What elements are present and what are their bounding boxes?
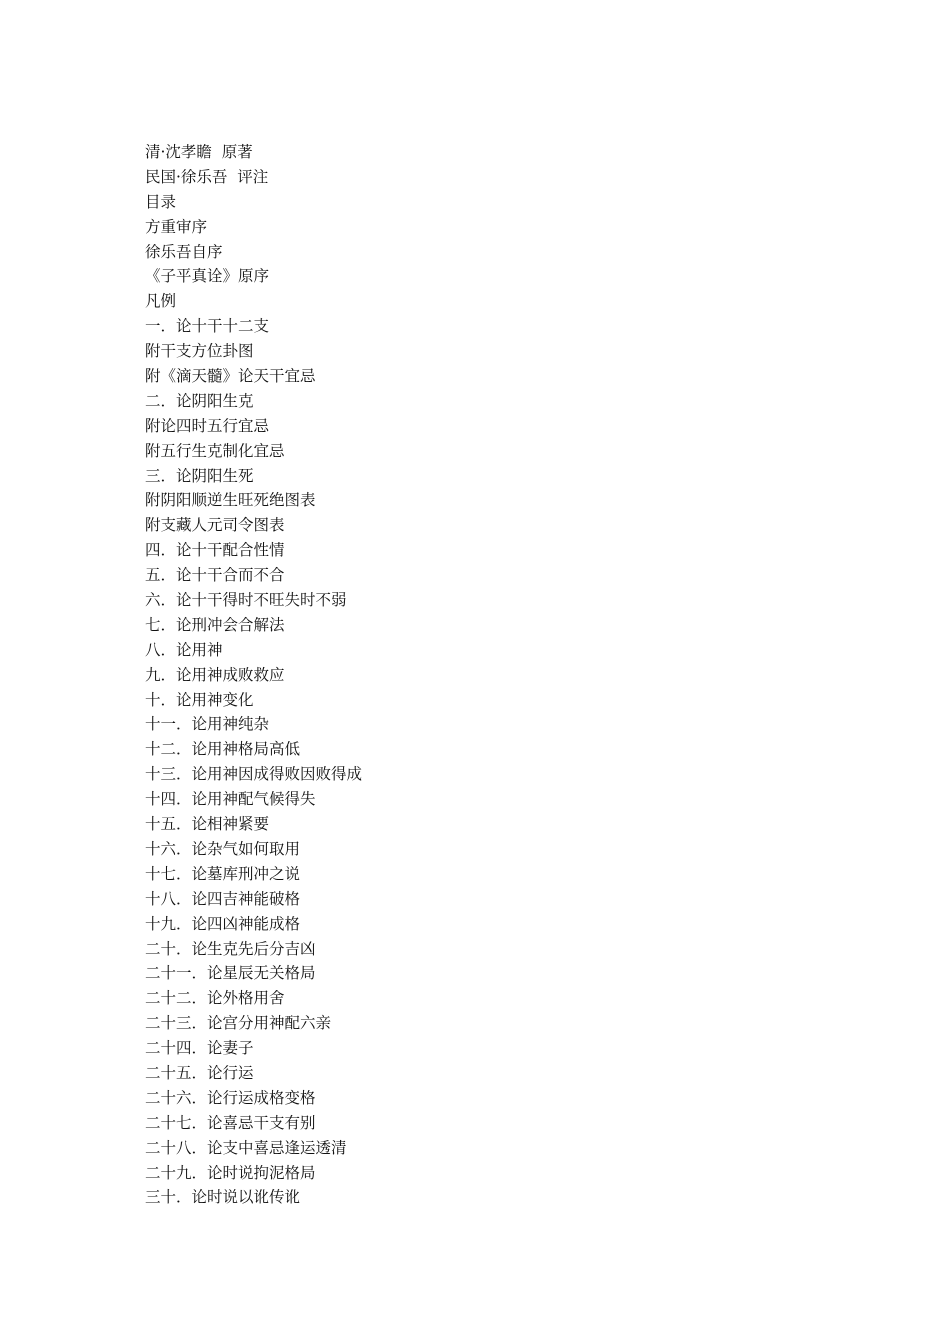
toc-entry: 二十八．论支中喜忌逢运透清: [145, 1138, 347, 1157]
toc-entry: 十．论用神变化: [145, 690, 254, 709]
annotator-line: 民国·徐乐吾 评注: [145, 167, 269, 186]
author-line: 清·沈孝瞻 原著: [145, 143, 253, 161]
toc-entry: 十六．论杂气如何取用: [145, 839, 301, 858]
toc-entry: 十五．论相神紧要: [145, 815, 270, 834]
toc-entry: 七．论刑冲会合解法: [145, 615, 285, 634]
toc-entry: 六．论十干得时不旺失时不弱: [145, 591, 347, 610]
toc-entry: 二十．论生克先后分吉凶: [145, 939, 316, 958]
toc-entry: 八．论用神: [145, 640, 223, 659]
toc-entry: 二十四．论妻子: [145, 1039, 254, 1058]
toc-entry: 十三．论用神因成得败因败得成: [145, 765, 363, 784]
toc-entry: 凡例: [145, 292, 177, 311]
toc-entry: 十七．论墓库刑冲之说: [145, 864, 301, 883]
toc-entry: 附阴阳顺逆生旺死绝图表: [145, 491, 316, 510]
toc-entry: 徐乐吾自序: [145, 242, 223, 261]
toc-entry: 二十五．论行运: [145, 1063, 254, 1082]
toc-entry: 方重审序: [145, 217, 208, 236]
toc-entry: 四．论十干配合性情: [145, 541, 285, 560]
toc-entry: 十八．论四吉神能破格: [145, 889, 301, 908]
toc-entry: 二十九．论时说拘泥格局: [145, 1163, 316, 1182]
toc-entry: 九．论用神成败救应: [145, 665, 285, 684]
toc-entry: 附论四时五行宜忌: [145, 416, 270, 435]
toc-entry: 五．论十干合而不合: [145, 566, 285, 585]
toc-entry: 二十二．论外格用舍: [145, 989, 285, 1008]
toc-entry: 二十六．论行运成格变格: [145, 1088, 316, 1107]
toc-entry: 附支藏人元司令图表: [145, 516, 285, 535]
toc-entry: 十四．论用神配气候得失: [145, 790, 316, 809]
toc-entry: 十一．论用神纯杂: [145, 715, 270, 734]
toc-entry: 三．论阴阳生死: [145, 466, 254, 485]
toc-entry: 附《滴天髓》论天干宜忌: [145, 367, 316, 386]
toc-entry: 十九．论四凶神能成格: [145, 914, 301, 933]
toc-entry: 二．论阴阳生克: [145, 391, 254, 410]
toc-entry: 二十三．论宫分用神配六亲: [145, 1014, 332, 1033]
toc-entry: 附干支方位卦图: [145, 342, 254, 361]
toc-entry: 附五行生克制化宜忌: [145, 441, 285, 460]
toc-heading: 目录: [145, 192, 177, 211]
toc-entry: 二十一．论星辰无关格局: [145, 964, 316, 983]
toc-entry: 三十．论时说以讹传讹: [145, 1188, 301, 1207]
toc-entry: 十二．论用神格局高低: [145, 740, 301, 759]
toc-entry: 一．论十干十二支: [145, 317, 270, 336]
toc-entry: 二十七．论喜忌干支有别: [145, 1113, 316, 1132]
table-of-contents: [145, 140, 845, 1210]
toc-entry: 《子平真诠》原序: [145, 267, 270, 286]
